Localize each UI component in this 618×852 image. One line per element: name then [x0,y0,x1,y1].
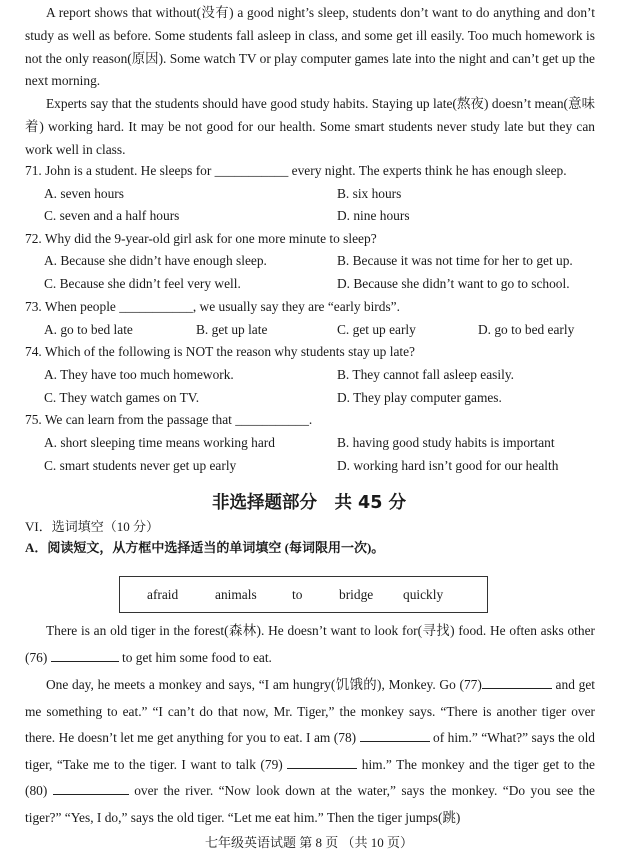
option-71-a[interactable]: A. seven hours [44,186,124,201]
word-bank-item: bridge [339,587,374,602]
question-73: 73. When people ___________, we usually say they are “early birds”. [25,299,400,314]
question-74: 74. Which of the following is NOT the reason why students stay up late? [25,344,415,359]
option-71-c[interactable]: C. seven and a half hours [44,208,180,223]
story-text: One day, he meets a monkey and says, “I am hungry(饥饿的), Monkey. Go (77) [46,677,482,692]
story-text: There is an old tiger in the forest(森林). He doesn’t want to look for(寻找) food. He often asks other (76) [25,623,595,665]
option-75-d[interactable]: D. working hard isn’t good for our health [337,458,559,473]
blank-79[interactable] [287,755,357,769]
option-72-b[interactable]: B. Because it was not time for her to get up. [337,253,573,268]
story-text: him.” The monkey and the tiger get to the (80) [25,756,595,799]
question-72: 72. Why did the 9-year-old girl ask for one more minute to sleep? [25,231,377,246]
story-text: over the river. “Now look down at the water,” says the monkey. “Do you see the tiger?” “Yes, I do,” says the old tiger. “Let me eat him.” Then the tiger jumps(跳) [25,783,595,825]
word-bank-item: to [292,587,303,602]
option-74-c[interactable]: C. They watch games on TV. [44,390,200,405]
word-bank-item: quickly [403,587,444,602]
option-73-c[interactable]: C. get up early [337,322,416,337]
word-bank-box [119,576,488,613]
option-75-b[interactable]: B. having good study habits is important [337,435,555,450]
word-bank-item: animals [215,587,257,602]
option-73-d[interactable]: D. go to bed early [478,322,575,337]
section-title: 非选择题部分 共 45 分 [211,493,407,513]
story-paragraph-2 [25,672,595,832]
option-72-c[interactable]: C. Because she didn’t feel very well. [44,276,241,291]
option-74-d[interactable]: D. They play computer games. [337,390,502,405]
option-73-a[interactable]: A. go to bed late [44,322,133,337]
option-72-a[interactable]: A. Because she didn’t have enough sleep. [44,253,267,268]
story-paragraph-1 [25,618,595,671]
question-75: 75. We can learn from the passage that ___________. [25,412,313,427]
passage-paragraph-1: A report shows that without(没有) a good night’s sleep, students don’t want to do anything and don’t study as well as before. Some students fall asleep in class, and some get ill easily. Too much homework is not the only reason(原因). Some watch TV or play computer games late into the night and can’t get up the next morning. [25,5,595,89]
story-text: of him.” “What?” says the old tiger, “Take me to the tiger. I want to talk (79) [25,730,595,772]
option-74-b[interactable]: B. They cannot fall asleep easily. [337,367,514,382]
part6-instruction: A．阅读短文，从方框中选择适当的单词填空 (每词限用一次)。 [25,540,385,555]
question-71: 71. John is a student. He sleeps for ___________ every night. The experts think he has enough sleep. [25,163,567,178]
option-72-d[interactable]: D. Because she didn’t want to go to school. [337,276,570,291]
story-text: and get me something to eat.” “I can’t do that now, Mr. Tiger,” the monkey says. “There is another tiger over there. He doesn’t let me get anything for you to eat. I am (78) [25,677,595,746]
option-73-b[interactable]: B. get up late [196,322,268,337]
option-71-b[interactable]: B. six hours [337,186,402,201]
story-text: to get him some food to eat. [118,649,272,665]
option-75-a[interactable]: A. short sleeping time means working hard [44,435,275,450]
blank-76[interactable] [51,648,119,662]
blank-77[interactable] [482,675,552,689]
page-footer: 七年级英语试题 第 8 页 （共 10 页） [204,835,413,850]
blank-80[interactable] [53,781,129,795]
blank-78[interactable] [360,728,430,742]
passage-paragraph-2: Experts say that the students should have good study habits. Staying up late(熬夜) doesn’t mean(意味着) working hard. It may be not good for our health. Some smart students never study late but they can work well in class. [25,96,595,157]
part6-heading: VI．选词填空（10 分） [25,519,159,534]
option-71-d[interactable]: D. nine hours [337,208,410,223]
option-74-a[interactable]: A. They have too much homework. [44,367,234,382]
option-75-c[interactable]: C. smart students never get up early [44,458,237,473]
word-bank-item: afraid [147,587,179,602]
